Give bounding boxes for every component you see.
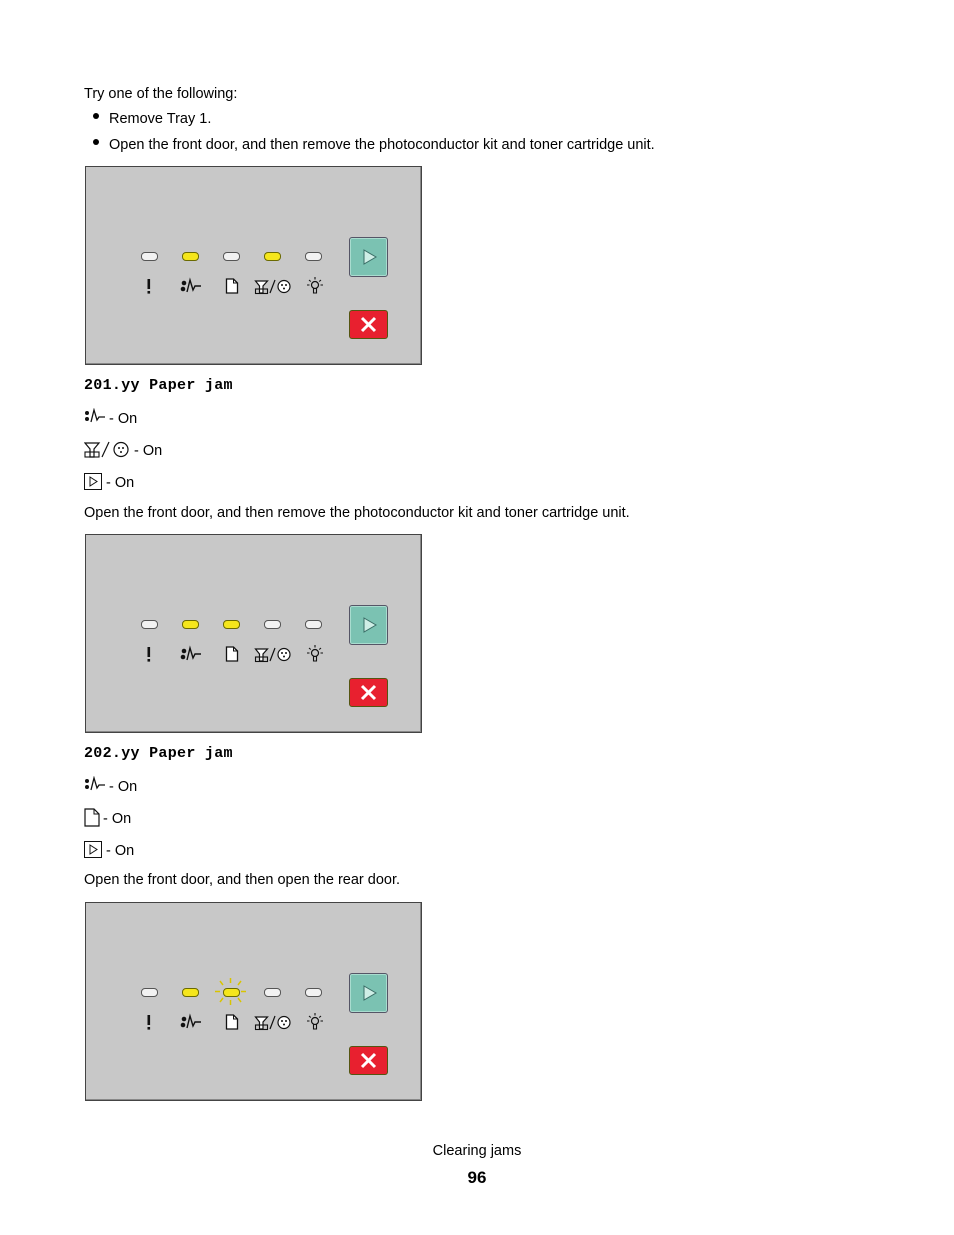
close-icon [350, 311, 387, 338]
paper-jam-icon [179, 1011, 203, 1033]
paper-icon [84, 808, 101, 828]
control-panel-illustration [85, 902, 422, 1101]
toner-photoconductor-icon [84, 440, 132, 460]
close-icon [350, 679, 387, 706]
indicator-status: - On [106, 843, 135, 859]
control-panel-illustration [85, 166, 422, 365]
led-ready [305, 620, 322, 629]
bullet-item: Remove Tray 1. [109, 111, 212, 127]
indicator-status: - On [134, 443, 163, 459]
play-icon [84, 473, 103, 491]
paper-jam-icon [179, 275, 203, 297]
bullet-dot [93, 139, 99, 145]
toner-photoconductor-icon [254, 1011, 294, 1033]
go-button [349, 605, 388, 645]
stop-button [349, 310, 388, 339]
led-ready [305, 252, 322, 261]
led-paper-jam [182, 252, 199, 261]
exclamation-icon [144, 275, 154, 297]
led-toner [264, 252, 281, 261]
error-code: 202.yy Paper jam [84, 745, 233, 762]
led-paper-jam [182, 620, 199, 629]
paper-jam-icon [84, 408, 106, 428]
go-button [349, 973, 388, 1013]
paper-jam-icon [179, 643, 203, 665]
close-icon [350, 1047, 387, 1074]
paper-icon [225, 643, 239, 665]
control-panel-illustration [85, 534, 422, 733]
led-load-paper [223, 252, 240, 261]
exclamation-icon [144, 1011, 154, 1033]
intro-text: Try one of the following: [84, 86, 238, 102]
led-load-paper [223, 620, 240, 629]
ready-light-icon [306, 1011, 324, 1033]
stop-button [349, 1046, 388, 1075]
play-icon [350, 238, 387, 276]
toner-photoconductor-icon [254, 643, 294, 665]
led-error [141, 252, 158, 261]
ready-light-icon [306, 275, 324, 297]
paper-icon [225, 275, 239, 297]
play-icon [350, 606, 387, 644]
bullet-item: Open the front door, and then remove the photoconductor kit and toner cartridge unit. [109, 137, 655, 153]
instruction-text: Open the front door, and then open the rear door. [84, 872, 401, 888]
paper-jam-icon [84, 776, 106, 796]
error-code: 201.yy Paper jam [84, 377, 233, 394]
indicator-status: - On [103, 811, 132, 827]
led-load-paper [223, 988, 240, 997]
ready-light-icon [306, 643, 324, 665]
led-toner [264, 988, 281, 997]
go-button [349, 237, 388, 277]
led-paper-jam [182, 988, 199, 997]
indicator-status: - On [109, 779, 138, 795]
indicator-status: - On [106, 475, 135, 491]
page-number: 96 [467, 1168, 487, 1187]
indicator-status: - On [109, 411, 138, 427]
paper-icon [225, 1011, 239, 1033]
exclamation-icon [144, 643, 154, 665]
led-error [141, 620, 158, 629]
instruction-text: Open the front door, and then remove the photoconductor kit and toner cartridge unit. [84, 505, 630, 521]
led-error [141, 988, 158, 997]
stop-button [349, 678, 388, 707]
led-toner [264, 620, 281, 629]
led-ready [305, 988, 322, 997]
play-icon [84, 841, 103, 859]
footer-section-title: Clearing jams [432, 1143, 522, 1159]
toner-photoconductor-icon [254, 275, 294, 297]
play-icon [350, 974, 387, 1012]
bullet-dot [93, 113, 99, 119]
